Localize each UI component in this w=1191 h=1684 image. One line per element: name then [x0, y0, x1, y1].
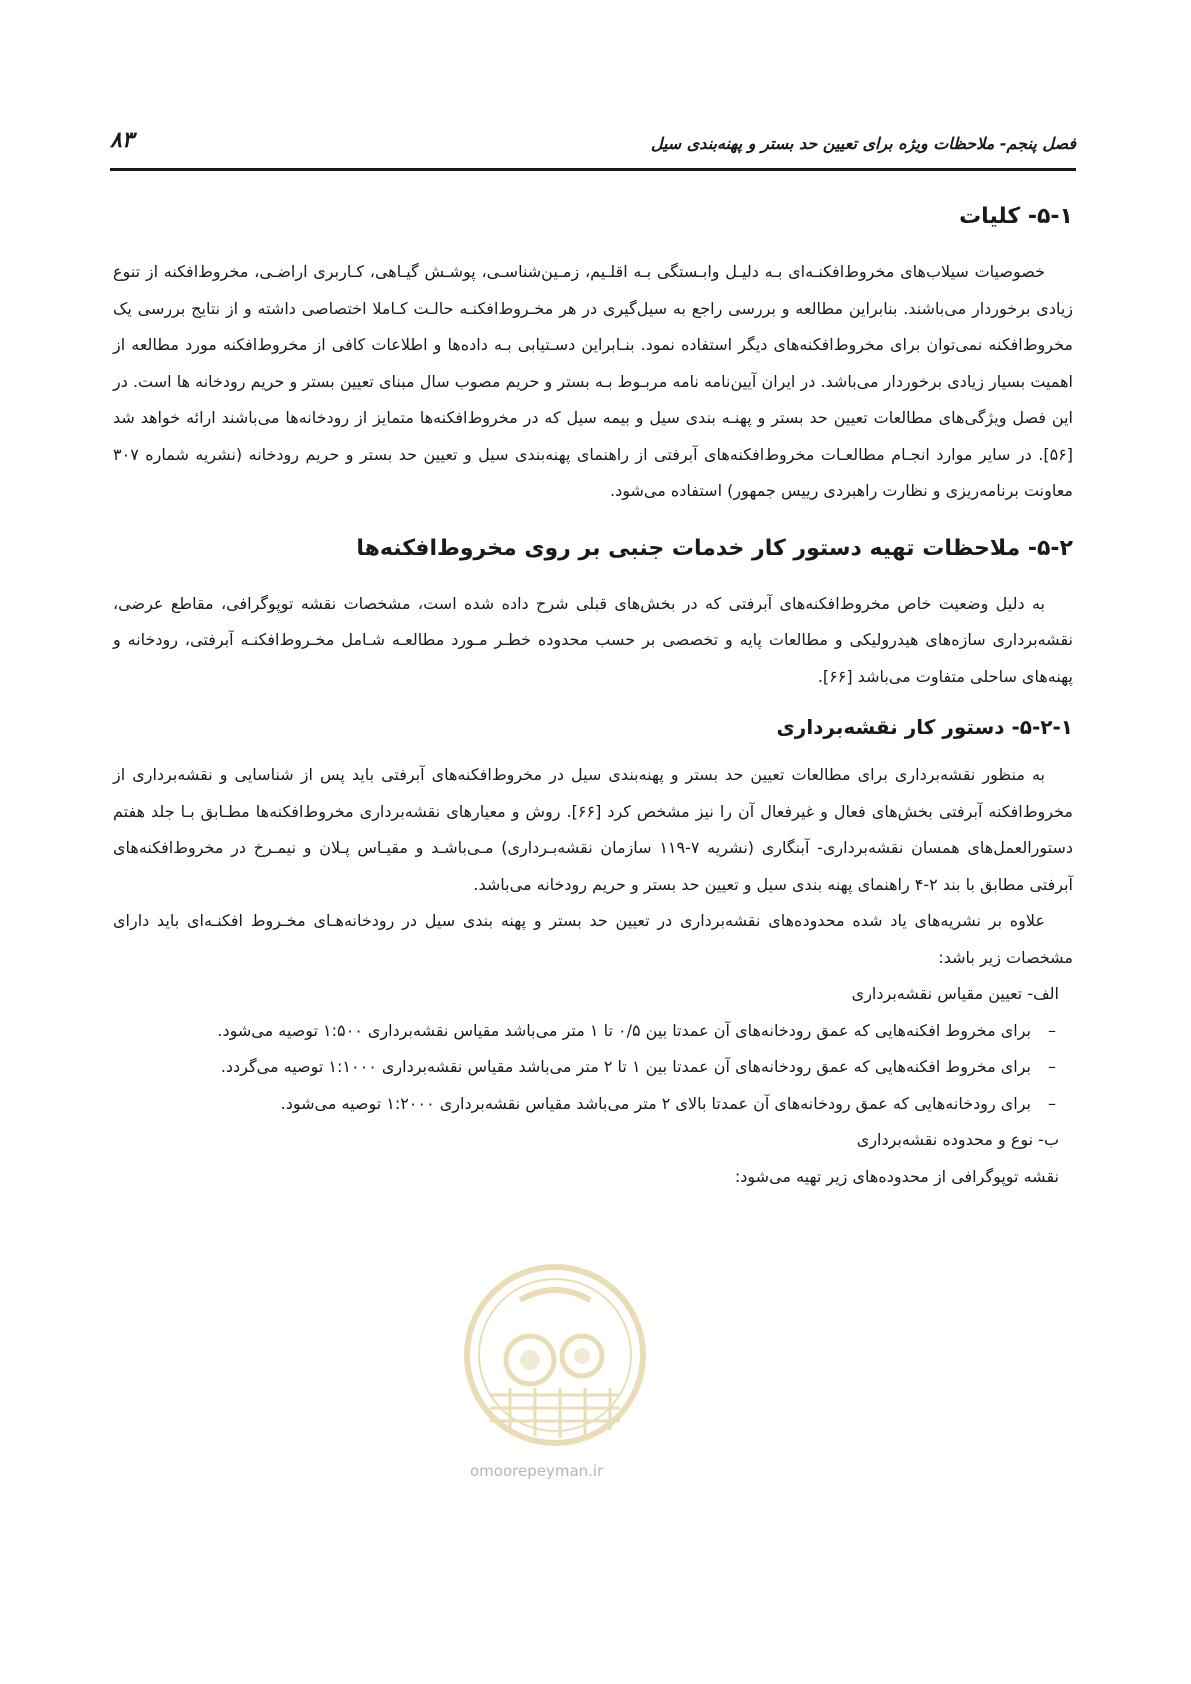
section-heading-general: ۵-۱- کلیات	[959, 204, 1073, 229]
paragraph: به منظور نقشه‌برداری برای مطالعات تعیین حد بستر و پهنه‌بندی سیل در مخروط‌افکنه‌های آبرفتی باید پس از شناسایی و نقشه‌برداری از مخروط‌افکنه آبرفتی بخش‌های فعال و غیرفعال آن را نیز مشخص کرد [۶۶]. روش و معیارهای نقشه‌برداری مخروط‌افکنه‌ها مطـابق بـا جلد هفتم دستورالعمل‌های همسان نقشه‌برداری- آبنگاری (نشریه ۷-۱۱۹ سازمان نقشه‌بـرداری) مـی‌باشـد و مقیـاس پـلان و نیمـرخ در مخروط‌افکنه‌های آبرفتی مطابق با بند ۲-۴ راهنمای پهنه بندی سیل و تعیین حد بستر و حریم رودخانه می‌باشد.	[113, 765, 1074, 894]
paragraph: به دلیل وضعیت خاص مخروط‌افکنه‌های آبرفتی که در بخش‌های قبلی شرح داده شده است، مشخصات نقشه توپوگرافی، مقاطع عرضی، نقشه‌برداری سازه‌های هیدرولیکی و مطالعات پایه و تخصصی بر حسب محدوده خطـر مـورد مطالعـه شـامل مخـروط‌افکنـه آبرفتی، رودخانه و پهنه‌های ساحلی متفاوت می‌باشد [۶۶].	[113, 593, 1073, 686]
header-title: فصل پنجم- ملاحظات ویژه برای تعیین حد بستر و پهنه‌بندی سیل	[650, 134, 1076, 153]
sub-heading-a: الف- تعیین مقیاس نقشه‌برداری	[851, 984, 1059, 1003]
dash-bullet: –	[1048, 1093, 1056, 1113]
list-item	[113, 1049, 1073, 1086]
section-heading-service-guidelines: ۵-۲- ملاحظات تهیه دستور کار خدمات جنبی بر روی مخروط‌افکنه‌ها	[356, 535, 1073, 561]
main-content	[113, 200, 1073, 1195]
list-item	[113, 1086, 1073, 1123]
running-header	[110, 128, 1076, 171]
scale-list	[113, 1013, 1073, 1123]
dash-bullet: –	[1048, 1020, 1056, 1040]
list-item	[113, 1013, 1073, 1050]
list-item-text: برای مخروط افکنه‌هایی که عمق رودخانه‌های آن عمدتا بین ۱ تا ۲ متر می‌باشد مقیاس نقشه‌برداری ۱:۱۰۰۰ توصیه می‌گردد.	[220, 1057, 1031, 1076]
page-number: ۸۳	[110, 128, 134, 153]
paragraph: خصوصیات سیلاب‌های مخروط‌افکنـه‌ای بـه دلیـل وابـستگی بـه اقلـیم، زمـین‌شناسـی، پوشـش گیـاهی، کـاربری اراضـی، مخروط‌افکنه از تنوع زیادی برخوردار می‌باشند. بنابراین مطالعه و بررسی راجع به سیل‌گیری در هر مخـروط‌افکنـه حالـت کـاملا اختصاصی داشته و از نتایج بررسی یک مخروط‌افکنه نمی‌توان برای مخروط‌افکنه‌های دیگر استفاده نمود. بنـابراین دسـتیابی بـه داده‌ها و اطلاعات کافی از مخروط‌افکنه مورد مطالعه از اهمیت بسیار زیادی برخوردار می‌باشد. در ایران آیین‌نامه نامه مربـوط بـه بستر و حریم مصوب سال مبنای تعیین بستر و حریم رودخانه ها است. در این فصل ویژگی‌های مطالعات تعیین حد بستر و پهنـه بندی سیل و بیمه سیل که در مخروط‌افکنه‌ها متمایز از رودخانه‌ها می‌باشند ارائه خواهد شد [۵۶]. در سایر موارد انجـام مطالعـات مخروط‌افکنه‌های آبرفتی از راهنمای پهنه‌بندی سیل و تعیین حد بستر و حریم رودخانه (نشریه شماره ۳۰۷ معاونت برنامه‌ریزی و نظارت راهبردی رییس جمهور) استفاده می‌شود.	[113, 262, 1073, 500]
paragraph: علاوه بر نشریه‌های یاد شده محدوده‌های نقشه‌برداری در تعیین حد بستر و پهنه بندی سیل در رودخانه‌هـای مخـروط افکنـه‌ای باید دارای مشخصات زیر باشد:	[113, 911, 1073, 967]
subsection-heading-surveying: ۵-۲-۱- دستور کار نقشه‌برداری	[776, 715, 1073, 739]
watermark-seal-icon	[460, 1260, 650, 1450]
watermark-url: omoorepeyman.ir	[470, 1462, 604, 1480]
list-item-text: برای مخروط افکنه‌هایی که عمق رودخانه‌های آن عمدتا بین ۰/۵ تا ۱ متر می‌باشد مقیاس نقشه‌برداری ۱:۵۰۰ توصیه می‌شود.	[217, 1020, 1031, 1040]
list-item-text: برای رودخانه‌هایی که عمق رودخانه‌های آن عمدتا بالای ۲ متر می‌باشد مقیاس نقشه‌برداری ۱:۲۰۰۰ توصیه می‌شود.	[280, 1093, 1031, 1113]
paragraph: نقشه توپوگرافی از محدوده‌های زیر تهیه می‌شود:	[734, 1166, 1059, 1186]
dash-bullet: –	[1048, 1057, 1056, 1076]
sub-heading-b: ب- نوع و محدوده نقشه‌برداری	[856, 1130, 1059, 1149]
